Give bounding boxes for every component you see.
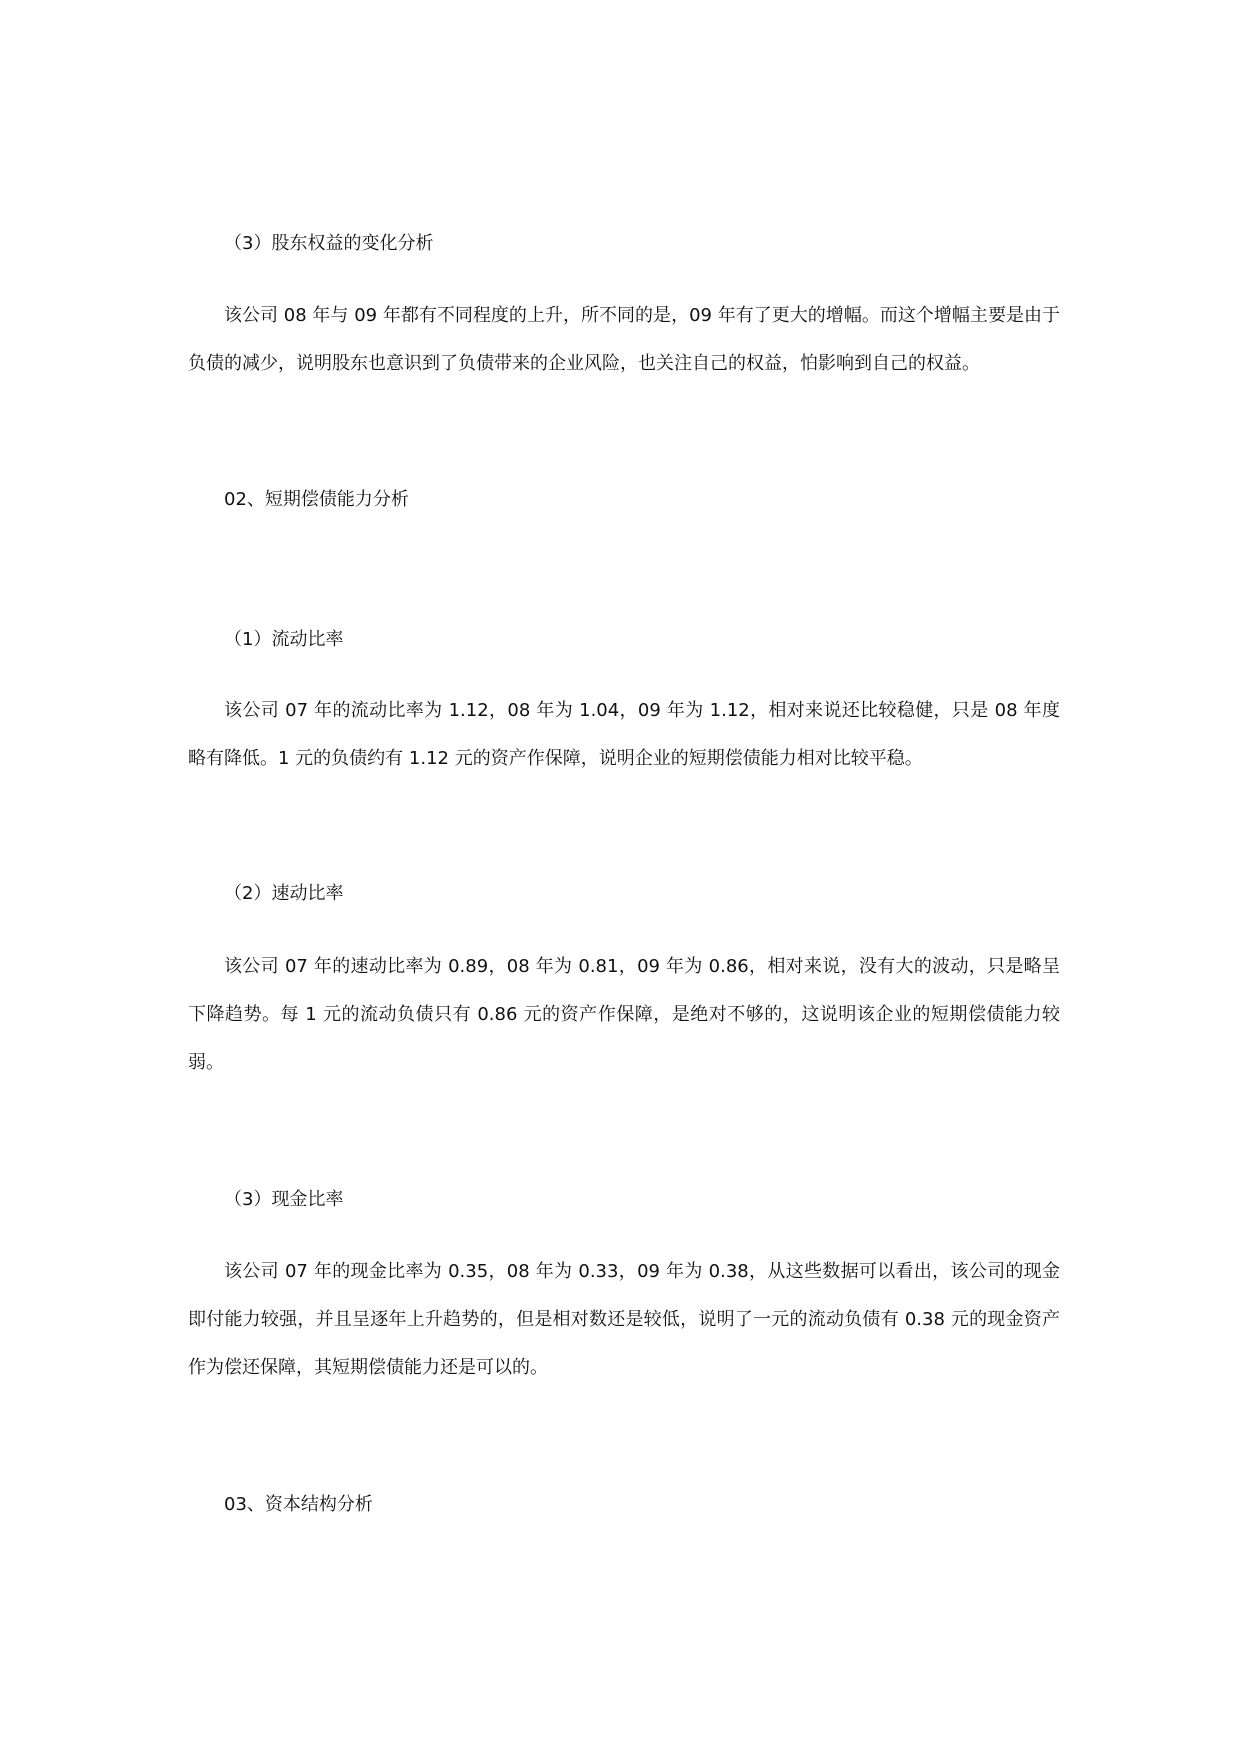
section-heading-short-term-solvency: 02、短期偿债能力分析 <box>224 489 409 510</box>
section-heading-current-ratio: （1）流动比率 <box>224 629 344 650</box>
paragraph-quick-ratio: 该公司 07 年的速动比率为 0.89，08 年为 0.81，09 年为 0.86，相对来说，没有大的波动，只是略呈下降趋势。每 1 元的流动负债只有 0.86 元的资产作保障，是绝对不够的，这说明该企业的短期偿债能力较弱。 <box>188 956 1060 1073</box>
section-heading-cash-ratio: （3）现金比率 <box>224 1189 344 1210</box>
paragraph-equity-change: 该公司 08 年与 09 年都有不同程度的上升，所不同的是，09 年有了更大的增幅。而这个增幅主要是由于负债的减少，说明股东也意识到了负债带来的企业风险，也关注自己的权益，怕影响到自己的权益。 <box>188 305 1060 374</box>
paragraph-cash-ratio: 该公司 07 年的现金比率为 0.35，08 年为 0.33，09 年为 0.38，从这些数据可以看出，该公司的现金即付能力较强，并且呈逐年上升趋势的，但是相对数还是较低，说明了一元的流动负债有 0.38 元的现金资产作为偿还保障，其短期偿债能力还是可以的。 <box>188 1261 1060 1378</box>
paragraph-current-ratio: 该公司 07 年的流动比率为 1.12，08 年为 1.04，09 年为 1.12，相对来说还比较稳健，只是 08 年度略有降低。1 元的负债约有 1.12 元的资产作保障，说明企业的短期偿债能力相对比较平稳。 <box>188 700 1060 769</box>
section-heading-quick-ratio: （2）速动比率 <box>224 883 344 904</box>
section-heading-capital-structure: 03、资本结构分析 <box>224 1494 373 1515</box>
section-heading-equity-change: （3）股东权益的变化分析 <box>224 233 434 254</box>
